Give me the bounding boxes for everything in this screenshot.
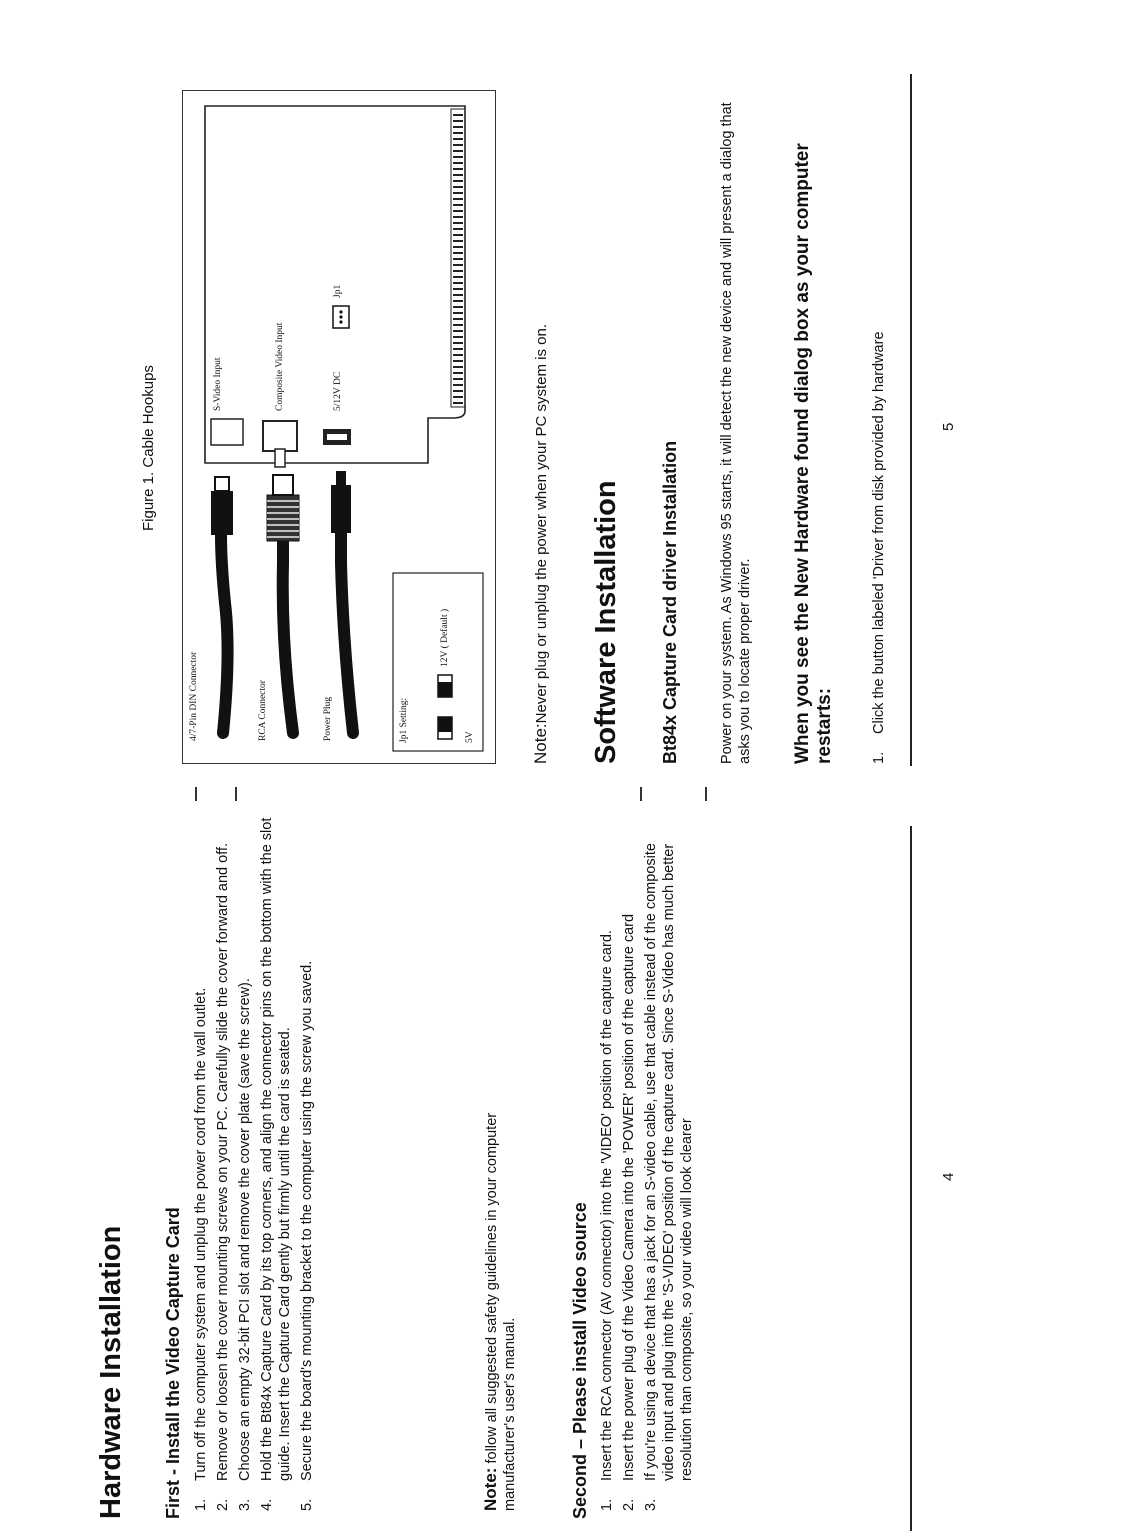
jumper-5v-icon — [438, 717, 452, 739]
driver-paragraph: Power on your system. As Windows 95 starts, it will detect the new device and will present a dialog that asks you to locate proper driver. — [719, 102, 753, 764]
list-item — [620, 811, 638, 1511]
list-number: 1. — [599, 1498, 615, 1511]
label-5v: 5V — [465, 731, 475, 743]
rca-plug — [267, 495, 299, 541]
list-item — [598, 811, 616, 1511]
svideo-jack — [211, 419, 243, 445]
list-number: 3. — [643, 1498, 659, 1511]
list-item — [236, 811, 254, 1511]
gutter-mark — [195, 787, 197, 801]
label-dc: 5/12V DC — [333, 371, 343, 411]
list-number: 3. — [237, 1498, 253, 1511]
software-steps-list — [870, 74, 892, 764]
figure-caption: Figure 1. Cable Hookups — [140, 365, 157, 531]
new-hardware-heading: When you see the New Hardware found dialog box as your computer restarts: — [792, 143, 835, 764]
driver-subheading: Bt84x Capture Card driver Installation — [660, 440, 680, 764]
label-composite-input: Composite Video Input — [275, 322, 285, 411]
list-text: Secure the board's mounting bracket to the computer using the screw you saved. — [299, 960, 315, 1481]
power-plug — [331, 485, 351, 533]
note-label: Note: — [481, 1467, 500, 1511]
list-text: Insert the RCA connector (AV connector) into the 'VIDEO' position of the capture card. — [599, 930, 615, 1481]
list-item — [298, 811, 316, 1511]
pci-edge-connector — [451, 109, 465, 407]
first-steps-list — [192, 811, 320, 1511]
list-item — [870, 74, 888, 764]
list-item — [642, 811, 696, 1511]
list-number: 2. — [215, 1498, 231, 1511]
safety-note — [482, 1041, 519, 1511]
label-svideo-input: S-Video Input — [213, 357, 223, 411]
page-bottom-rule — [910, 74, 912, 766]
list-text: Insert the power plug of the Video Camera into the 'POWER' position of the capture card — [621, 913, 637, 1481]
power-note — [532, 324, 551, 764]
list-text: If you're using a device that has a jack for an S-video cable, use that cable instead of the composite video input and plug into the 'S-VIDEO' position of the capture card. Since S-Video has much better resolution than composite, so your video will look clearer — [643, 843, 695, 1481]
list-number: 4. — [259, 1498, 275, 1511]
din-cable — [221, 535, 228, 733]
second-heading: Second – Please install Video source — [570, 1202, 590, 1519]
list-item — [214, 811, 232, 1511]
cable-hookups-figure — [182, 90, 496, 764]
label-jp1: Jp1 — [333, 284, 343, 298]
din-plug — [211, 491, 233, 535]
page-title-software: Software Installation — [590, 480, 622, 764]
jumper-12v-icon — [438, 675, 452, 697]
list-text: Turn off the computer system and unplug the power cord from the wall outlet. — [193, 987, 209, 1481]
note-label: Note: — [531, 723, 550, 764]
list-number: 1. — [193, 1498, 209, 1511]
label-power-plug: Power Plug — [323, 696, 333, 741]
list-text: Remove or loosen the cover mounting screws on your PC. Carefully slide the cover forward and off. — [215, 842, 231, 1481]
list-number: 2. — [621, 1498, 637, 1511]
list-item — [258, 811, 294, 1511]
rca-cable — [283, 541, 293, 733]
note-text: Never plug or unplug the power when your PC system is on. — [533, 323, 550, 724]
label-rca-connector: RCA Connector — [258, 680, 268, 741]
list-item — [192, 811, 210, 1511]
page-number-5: 5 — [940, 422, 957, 431]
power-cable — [341, 533, 353, 733]
note-text: follow all suggested safety guidelines in your computer manufacturer's user's manual. — [484, 1112, 518, 1511]
jp1-jumper-icon — [333, 306, 349, 328]
page-bottom-rule — [910, 826, 912, 1531]
composite-jack — [263, 421, 297, 451]
second-steps-list — [598, 811, 700, 1511]
list-text: Click the button labeled 'Driver from disk provided by hardware — [871, 331, 887, 734]
list-text: Hold the Bt84x Capture Card by its top corners, and align the connector pins on the bottom with the slot guide. Insert the Capture Card gently but firmly until the card is seated. — [259, 817, 293, 1481]
label-jp1-setting: Jp1 Setting: — [399, 697, 409, 743]
list-text: Choose an empty 32-bit PCI slot and remove the cover plate (save the screw). — [237, 978, 253, 1481]
page-title-hardware: Hardware Installation — [95, 1225, 127, 1519]
label-din-connector: 4/7-Pin DIN Connector — [189, 651, 199, 741]
gutter-mark — [235, 787, 237, 801]
label-12v-default: 12V ( Default ) — [440, 608, 450, 667]
gutter-mark — [640, 787, 642, 801]
first-heading: First - Install the Video Capture Card — [163, 1207, 183, 1519]
gutter-mark — [705, 787, 707, 801]
list-number: 5. — [299, 1498, 315, 1511]
list-number: 1. — [871, 751, 887, 764]
page-number-4: 4 — [940, 1172, 957, 1181]
